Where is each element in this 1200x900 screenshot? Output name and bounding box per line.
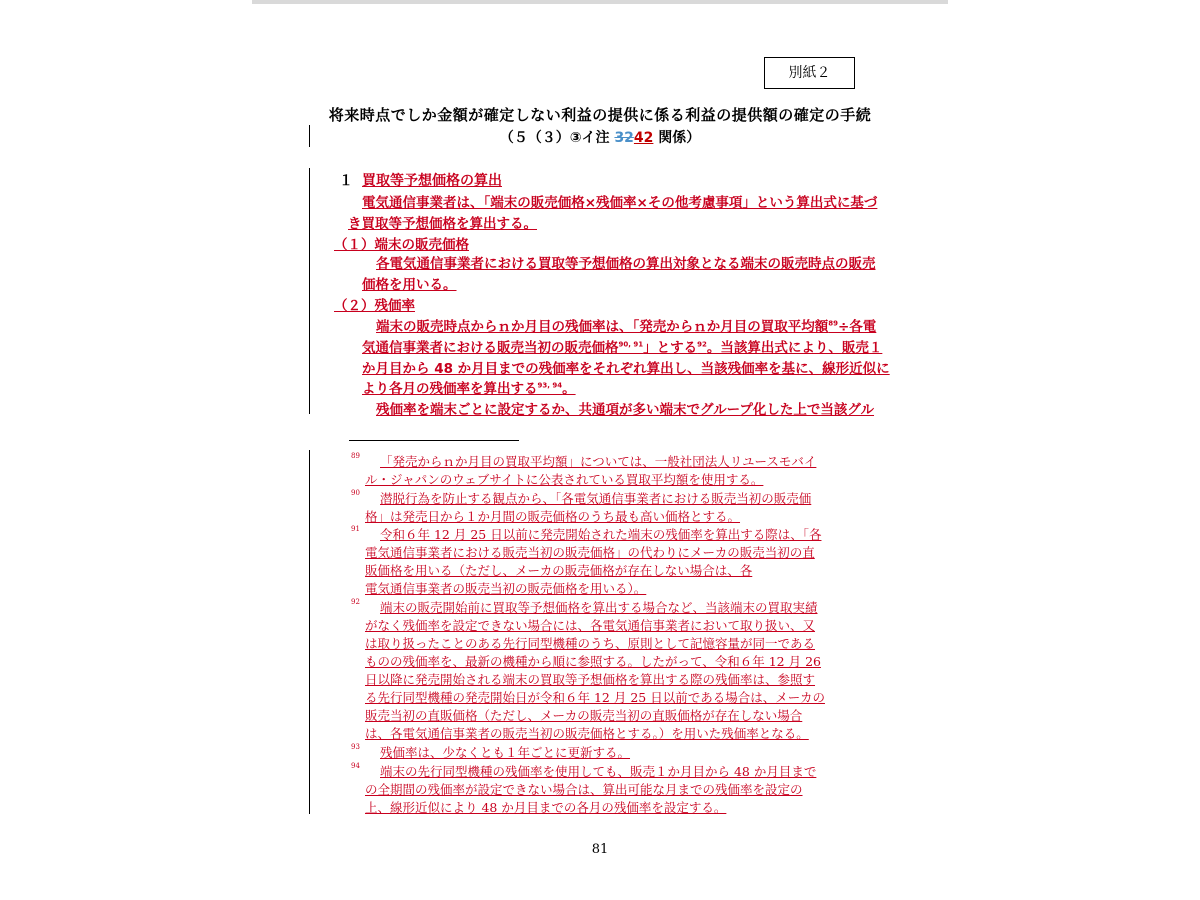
- footnote-line: 上、線形近似により 48 か月目までの各月の残価率を設定する。: [365, 800, 727, 815]
- subsection-body-line: か月目から 48 か月目までの残価率をそれぞれ算出し、当該残価率を基に、線形近似に: [362, 361, 890, 377]
- footnote-line: 令和６年 12 月 25 日以前に発売開始された端末の残価率を算出する際は、「各: [380, 527, 822, 542]
- footnote-line: 電気通信事業者における販売当初の販売価格」の代わりにメーカの販売当初の直: [365, 545, 815, 560]
- section-heading: 買取等予想価格の算出: [362, 173, 502, 189]
- footnote-line: 端末の販売開始前に買取等予想価格を算出する場合など、当該端末の買取実績: [380, 600, 818, 615]
- subsection-body-line: 各電気通信事業者における買取等予想価格の算出対象となる端末の販売時点の販売: [376, 256, 876, 272]
- footnote-line: の全期間の残価率が設定できない場合は、算出可能な月までの残価率を設定の: [365, 782, 803, 797]
- footnote-line: る先行同型機種の発売開始日が令和６年 12 月 25 日以前である場合は、メーカの: [365, 690, 825, 705]
- footnote-number: 91: [351, 525, 360, 533]
- footnote-line: 格」は発売日から１か月間の販売価格のうち最も高い価格とする。: [365, 509, 741, 524]
- subtitle-prefix: （５（３）③イ注: [499, 130, 615, 146]
- section-number: １: [339, 173, 353, 189]
- footnote-number: 93: [351, 743, 360, 751]
- subsection-body-line: 価格を用いる。: [362, 277, 457, 293]
- subtitle-inserted-ref: 42: [633, 130, 654, 146]
- footnote-line: ものの残価率を、最新の機種から順に参照する。したがって、令和６年 12 月 26: [365, 654, 821, 669]
- footnote-line: ル・ジャパンのウェブサイトに公表されている買取平均額を使用する。: [365, 472, 764, 487]
- footnote-line: は取り扱ったことのある先行同型機種のうち、原則として記憶容量が同一である: [365, 636, 816, 651]
- subtitle-suffix: 関係）: [653, 130, 701, 146]
- footnote-ref: 90, 91: [618, 340, 644, 349]
- subsection-heading: （２）残価率: [334, 298, 415, 314]
- footnote-line: 販価格を用いる（ただし、メーカの販売価格が存在しない場合は、各: [365, 563, 753, 578]
- footnote-separator: [349, 440, 519, 441]
- footnote-line: は、各電気通信事業者の販売当初の販売価格とする。）を用いた残価率となる。: [365, 726, 809, 741]
- section-intro-line: 電気通信事業者は、「端末の販売価格×残価率×その他考慮事項」という算出式に基づ: [362, 195, 878, 211]
- footnote-line: 「発売からｎか月目の買取平均額」については、一般社団法人リユースモバイ: [380, 454, 817, 469]
- footnote-ref: 92: [697, 340, 707, 349]
- subsection-body-line: 気通信事業者における販売当初の販売価格$^{90, 91}$」とする$^{92}$。当該算出式により、販売１: [362, 340, 883, 356]
- document-subtitle: [300, 127, 900, 147]
- footnote-line: 潜脱行為を防止する観点から、「各電気通信事業者における販売当初の販売価: [380, 491, 812, 506]
- subsection-body-line: より各月の残価率を算出する$^{93, 94}$。: [362, 381, 576, 397]
- footnote-number: 90: [351, 489, 360, 497]
- subsection-body-line: 残価率を端末ごとに設定するか、共通項が多い端末でグループ化した上で当該グル: [376, 402, 875, 418]
- revision-bar: [309, 168, 310, 414]
- subtitle-deleted-ref: 32: [614, 130, 634, 146]
- footnote-line: 電気通信事業者の販売当初の販売価格を用いる）。: [365, 581, 647, 596]
- subsection-body-line: 端末の販売時点からｎか月目の残価率は、「発売からｎか月目の買取平均額$^{89}$÷各電: [376, 319, 877, 335]
- footnote-line: がなく残価率を設定できない場合には、各電気通信事業者において取り扱い、又: [365, 618, 816, 633]
- footnote-number: 94: [351, 762, 360, 770]
- footnote-number: 92: [351, 598, 360, 606]
- footnote-line: 日以降に発売開始される端末の買取等予想価格を算出する際の残価率は、参照す: [365, 672, 816, 687]
- footnote-line: 残価率は、少なくとも１年ごとに更新する。: [380, 745, 631, 760]
- footnote-line: 販売当初の直販価格（ただし、メーカの販売当初の直販価格が存在しない場合: [365, 708, 803, 723]
- footnote-line: 端末の先行同型機種の残価率を使用しても、販売１か月目から 48 か月目まで: [380, 764, 817, 779]
- revision-bar: [309, 450, 310, 814]
- document-title: 将来時点でしか金額が確定しない利益の提供に係る利益の提供額の確定の手続: [328, 106, 872, 124]
- page-number: 81: [591, 842, 609, 857]
- footnote-ref: 93, 94: [537, 381, 563, 390]
- footnote-number: 89: [351, 452, 360, 460]
- footnote-ref: 89: [828, 319, 838, 328]
- appendix-label: 別紙２: [764, 57, 855, 89]
- section-intro-line: き買取等予想価格を算出する。: [348, 216, 537, 232]
- subsection-heading: （１）端末の販売価格: [334, 237, 469, 253]
